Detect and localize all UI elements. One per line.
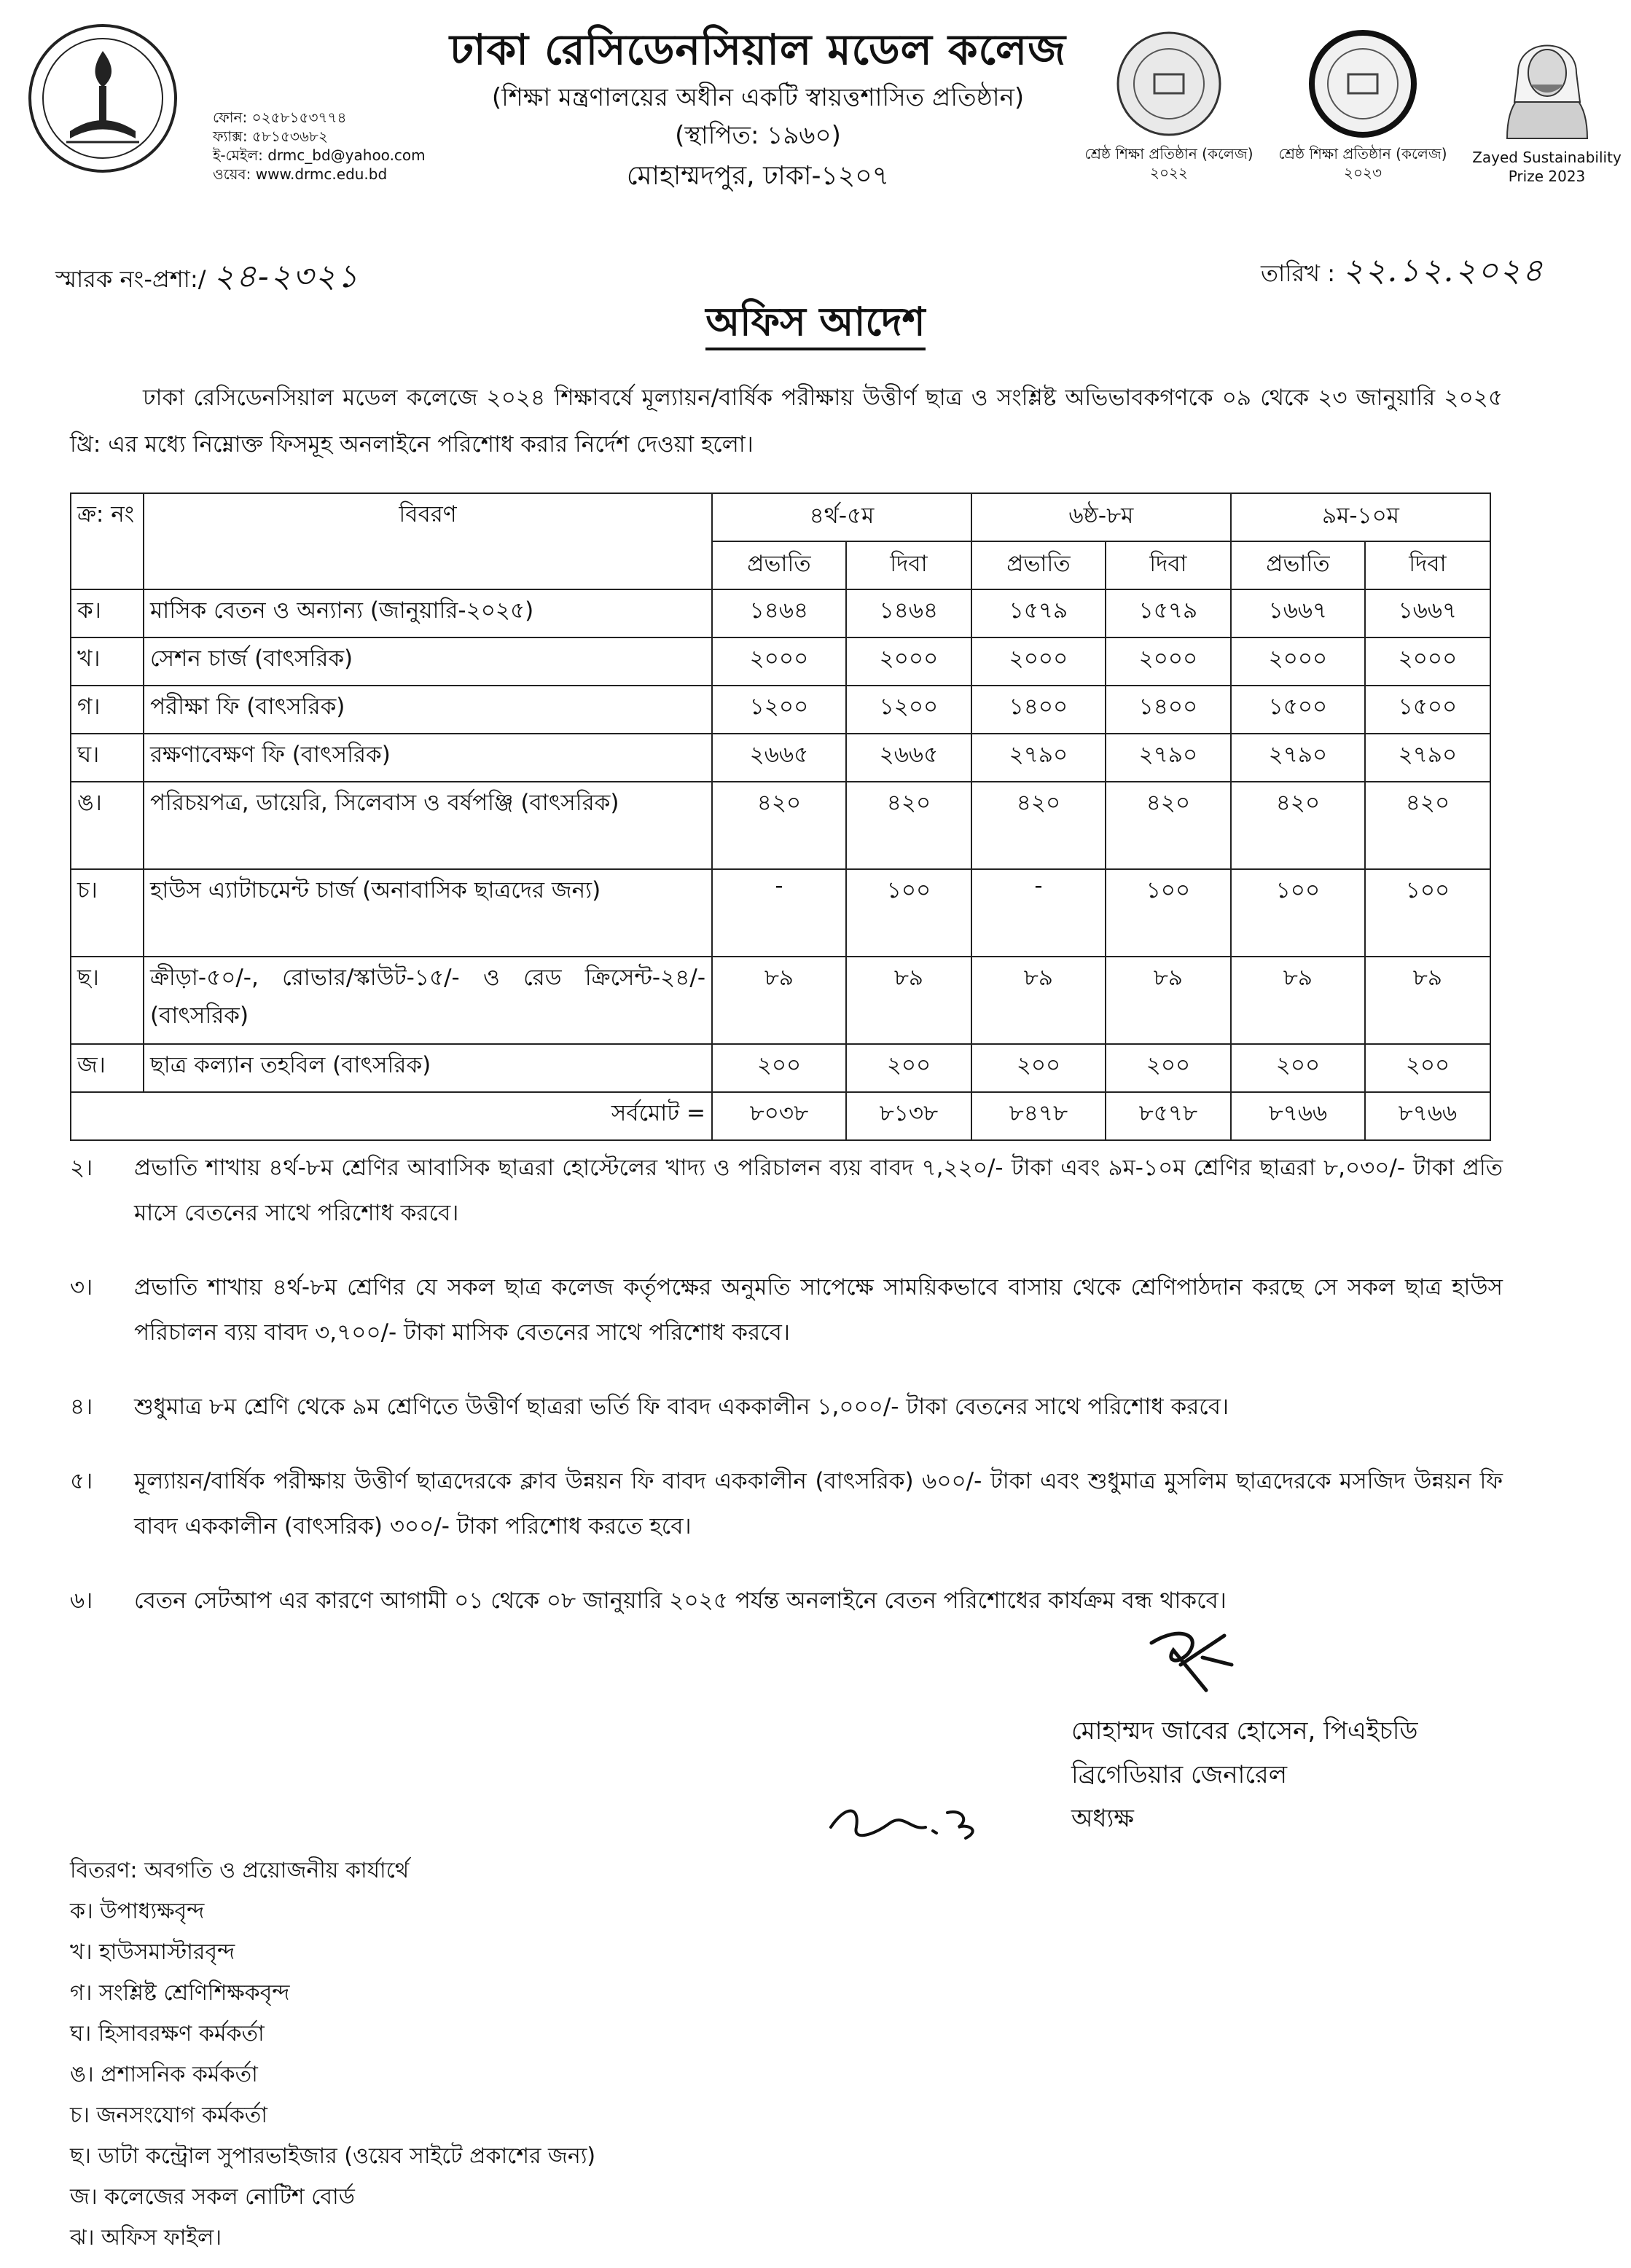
total-cell: ৮৭৬৬ [1365, 1092, 1490, 1140]
fee-cell: ১০০ [1106, 869, 1231, 957]
instruction-number: ৩। [70, 1274, 93, 1300]
group-header: ৪র্থ-৫ম [712, 493, 971, 541]
fee-cell: ২০০ [712, 1044, 846, 1092]
serial-header: ক্র: নং [71, 493, 144, 589]
signatory-name: মোহাম্মদ জাবের হোসেন, পিএইচডি [1071, 1716, 1418, 1746]
college-crest-logo [26, 22, 179, 175]
fee-cell: ২০০০ [1106, 637, 1231, 686]
row-serial: খ। [71, 637, 144, 686]
row-serial: ছ। [71, 957, 144, 1044]
distribution-heading: বিতরণ: অবগতি ও প্রয়োজনীয় কার্যার্থে [70, 1858, 410, 1883]
award-caption: Zayed Sustainability [1472, 149, 1622, 166]
college-established: (স্থাপিত: ১৯৬০) [675, 121, 841, 150]
fee-cell: ১০০ [846, 869, 971, 957]
fee-table [70, 493, 1491, 1141]
instruction-text: মূল্যায়ন/বার্ষিক পরীক্ষায় উত্তীর্ণ ছাত্রদেরকে ক্লাব উন্নয়ন ফি বাবদ এককালীন (বাৎসরিক) ৬০০/- টাকা এবং শুধুমাত্র মুসলিম ছাত্রদেরকে মসজিদ উন্নয়ন ফি বাবদ এককালীন (বাৎসরিক) ৩০০/- টাকা পরিশোধ করতে হবে। [134, 1468, 1503, 1539]
total-cell: ৮৭৬৬ [1231, 1092, 1365, 1140]
fee-cell: ২০০০ [971, 637, 1106, 686]
award-seal-icon [1114, 29, 1224, 138]
shift-header: দিবা [1365, 541, 1490, 589]
fee-cell: ৮৯ [846, 957, 971, 1044]
fee-cell: ৪২০ [846, 782, 971, 869]
instruction-text: শুধুমাত্র ৮ম শ্রেণি থেকে ৯ম শ্রেণিতে উত্তীর্ণ ছাত্ররা ভর্তি ফি বাবদ এককালীন ১,০০০/- টাকা বেতনের সাথে পরিশোধ করবে। [134, 1394, 1229, 1420]
intro-paragraph: ঢাকা রেসিডেনসিয়াল মডেল কলেজে ২০২৪ শিক্ষাবর্ষে মূল্যায়ন/বার্ষিক পরীক্ষায় উত্তীর্ণ ছাত্র ও সংশ্লিষ্ট অভিভাবকগণকে ০৯ থেকে ২৩ জানুয়ারি ২০২৫ খ্রি: এর মধ্যে নিম্নোক্ত ফিসমূহ অনলাইনে পরিশোধ করার নির্দেশ দেওয়া হলো। [70, 385, 1503, 458]
instruction-item [70, 1265, 1503, 1355]
initial-mark [824, 1791, 1006, 1849]
fee-cell: ১২০০ [712, 686, 846, 734]
fee-cell: ৮৯ [712, 957, 846, 1044]
fee-cell: ২০০ [1106, 1044, 1231, 1092]
table-row [71, 869, 1490, 957]
fee-cell: ২০০০ [1365, 637, 1490, 686]
table-row [71, 734, 1490, 782]
fee-cell: ১৪০০ [971, 686, 1106, 734]
row-description: ক্রীড়া-৫০/-, রোভার/স্কাউট-১৫/- ও রেড ক্রিসেন্ট-২৪/- (বাৎসরিক) [144, 957, 712, 1044]
row-serial: চ। [71, 869, 144, 957]
fee-cell: ২০০ [971, 1044, 1106, 1092]
memo-handwritten-number: ২৪-২৩২১ [213, 258, 360, 295]
signatory-block [1071, 1709, 1418, 1840]
fee-cell: ২৬৬৫ [846, 734, 971, 782]
instruction-number: ৫। [70, 1468, 93, 1494]
fee-cell: ২০০০ [712, 637, 846, 686]
fee-cell: ১৬৬৭ [1231, 589, 1365, 637]
row-description: পরিচয়পত্র, ডায়েরি, সিলেবাস ও বর্ষপঞ্জি (বাৎসরিক) [144, 782, 712, 869]
row-description: রক্ষণাবেক্ষণ ফি (বাৎসরিক) [144, 734, 712, 782]
table-row [71, 957, 1490, 1044]
row-serial: ঘ। [71, 734, 144, 782]
table-row [71, 782, 1490, 869]
group-header: ৬ষ্ঠ-৮ম [971, 493, 1231, 541]
fee-cell: ১৪৬৪ [712, 589, 846, 637]
description-header: বিবরণ [144, 493, 712, 589]
shift-header: প্রভাতি [712, 541, 846, 589]
shift-header: দিবা [1106, 541, 1231, 589]
award-2022 [1074, 29, 1264, 182]
fee-cell: ২৭৯০ [1365, 734, 1490, 782]
fee-cell: ২০০০ [1231, 637, 1365, 686]
signature-mark [1137, 1621, 1246, 1701]
signatory-title: অধ্যক্ষ [1071, 1804, 1134, 1833]
fee-cell: ২৬৬৫ [712, 734, 846, 782]
distribution-item: ক। উপাধ্যক্ষবৃন্দ [70, 1899, 205, 1924]
fee-cell: - [712, 869, 846, 957]
fee-cell: ৪২০ [1231, 782, 1365, 869]
table-row [71, 686, 1490, 734]
college-name: ঢাকা রেসিডেনসিয়াল মডেল কলেজ [449, 25, 1067, 74]
row-serial: জ। [71, 1044, 144, 1092]
award-caption: শ্রেষ্ঠ শিক্ষা প্রতিষ্ঠান (কলেজ) [1084, 145, 1253, 162]
fee-cell: ৮৯ [1365, 957, 1490, 1044]
fee-cell: ১৫৭৯ [971, 589, 1106, 637]
document-title: অফিস আদেশ [0, 291, 1631, 357]
fee-cell: ২৭৯০ [971, 734, 1106, 782]
instruction-number: ৪। [70, 1394, 93, 1420]
row-description: ছাত্র কল্যান তহবিল (বাৎসরিক) [144, 1044, 712, 1092]
fee-cell: ২০০০ [846, 637, 971, 686]
fee-cell: ১৫০০ [1231, 686, 1365, 734]
total-cell: ৮০৩৮ [712, 1092, 846, 1140]
distribution-item: খ। হাউসমাস্টারবৃন্দ [70, 1939, 235, 1965]
fee-cell: ১৪৬৪ [846, 589, 971, 637]
phone-text: ফোন: ০২৫৮১৫৩৭৭৪ [213, 109, 347, 126]
fee-cell: ১৫০০ [1365, 686, 1490, 734]
instruction-list [70, 1145, 1503, 1652]
award-year: ২০২২ [1149, 164, 1189, 181]
total-cell: ৮১৩৮ [846, 1092, 971, 1140]
fee-cell: ২৭৯০ [1106, 734, 1231, 782]
distribution-item: ছ। ডাটা কন্ট্রোল সুপারভাইজার (ওয়েব সাইটে প্রকাশের জন্য) [70, 2143, 596, 2169]
instruction-number: ৬। [70, 1588, 93, 1614]
table-row [71, 637, 1490, 686]
group-header: ৯ম-১০ম [1231, 493, 1490, 541]
fee-cell: ১০০ [1231, 869, 1365, 957]
fee-cell: ৮৯ [1106, 957, 1231, 1044]
total-cell: ৮৪৭৮ [971, 1092, 1106, 1140]
college-address: মোহাম্মদপুর, ঢাকা-১২০৭ [626, 161, 890, 191]
shift-header: প্রভাতি [971, 541, 1106, 589]
fee-cell: ২৭৯০ [1231, 734, 1365, 782]
instruction-item [70, 1578, 1503, 1623]
instruction-item [70, 1145, 1503, 1236]
fee-cell: ৪২০ [712, 782, 846, 869]
row-serial: ঙ। [71, 782, 144, 869]
fee-cell: ১০০ [1365, 869, 1490, 957]
row-description: হাউস এ্যাটাচমেন্ট চার্জ (অনাবাসিক ছাত্রদের জন্য) [144, 869, 712, 957]
date-handwritten-value: ২২.১২.২০২৪ [1342, 252, 1544, 289]
fee-cell: ১২০০ [846, 686, 971, 734]
instruction-item [70, 1384, 1503, 1429]
date-label: তারিখ : [1261, 259, 1336, 287]
row-description: পরীক্ষা ফি (বাৎসরিক) [144, 686, 712, 734]
distribution-item: গ। সংশ্লিষ্ট শ্রেণিশিক্ষকবৃন্দ [70, 1980, 290, 2006]
shift-header: প্রভাতি [1231, 541, 1365, 589]
row-serial: গ। [71, 686, 144, 734]
table-row [71, 1044, 1490, 1092]
fee-cell: ২০০ [1365, 1044, 1490, 1092]
email-text: ই-মেইল: drmc_bd@yahoo.com [213, 146, 426, 164]
total-label: সর্বমোট = [71, 1092, 712, 1140]
distribution-item: ঙ। প্রশাসনিক কর্মকর্তা [70, 2062, 258, 2087]
instruction-number: ২। [70, 1155, 93, 1181]
fee-cell: ১৬৬৭ [1365, 589, 1490, 637]
website-text: ওয়েব: www.drmc.edu.bd [213, 165, 388, 183]
total-cell: ৮৫৭৮ [1106, 1092, 1231, 1140]
row-description: মাসিক বেতন ও অন্যান্য (জানুয়ারি-২০২৫) [144, 589, 712, 637]
fee-cell: ১৫৭৯ [1106, 589, 1231, 637]
award-2023 [1268, 29, 1458, 182]
fee-cell: - [971, 869, 1106, 957]
table-row [71, 589, 1490, 637]
distribution-item: ঝ। অফিস ফাইল। [70, 2225, 222, 2251]
award-zayed [1465, 22, 1629, 186]
fee-cell: ৪২০ [1365, 782, 1490, 869]
instruction-text: প্রভাতি শাখায় ৪র্থ-৮ম শ্রেণির আবাসিক ছাত্ররা হোস্টেলের খাদ্য ও পরিচালন ব্যয় বাবদ ৭,২২০/- টাকা এবং ৯ম-১০ম শ্রেণির ছাত্ররা ৮,০৩০/- টাকা প্রতি মাসে বেতনের সাথে পরিশোধ করবে। [134, 1155, 1503, 1226]
distribution-item: চ। জনসংযোগ কর্মকর্তা [70, 2103, 268, 2128]
row-serial: ক। [71, 589, 144, 637]
distribution-item: জ। কলেজের সকল নোটিশ বোর্ড [70, 2184, 355, 2210]
distribution-block [70, 1851, 595, 2259]
shift-header: দিবা [846, 541, 971, 589]
fee-cell: ২০০ [846, 1044, 971, 1092]
award-seal-icon [1308, 29, 1417, 138]
fee-cell: ২০০ [1231, 1044, 1365, 1092]
award-caption: শ্রেষ্ঠ শিক্ষা প্রতিষ্ঠান (কলেজ) [1278, 145, 1447, 162]
row-description: সেশন চার্জ (বাৎসরিক) [144, 637, 712, 686]
fee-cell: ৪২০ [1106, 782, 1231, 869]
fee-cell: ৮৯ [971, 957, 1106, 1044]
table-header-row [71, 493, 1490, 541]
award-year: ২০২৩ [1343, 164, 1382, 181]
total-row [71, 1092, 1490, 1140]
memo-label: স্মারক নং-প্রশা:/ [55, 265, 206, 293]
fee-cell: ৪২০ [971, 782, 1106, 869]
instruction-text: প্রভাতি শাখায় ৪র্থ-৮ম শ্রেণির যে সকল ছাত্র কলেজ কর্তৃপক্ষের অনুমতি সাপেক্ষে সাময়িকভাবে বাসায় থেকে শ্রেণিপাঠদান করছে সে সকল ছাত্র হাউস পরিচালন ব্যয় বাবদ ৩,৭০০/- টাকা মাসিক বেতনের সাথে পরিশোধ করবে। [134, 1274, 1503, 1346]
fee-cell: ৮৯ [1231, 957, 1365, 1044]
award-year: Prize 2023 [1508, 168, 1586, 185]
fee-cell: ১৪০০ [1106, 686, 1231, 734]
college-subtitle: (শিক্ষা মন্ত্রণালয়ের অধীন একটি স্বায়ত্তশাসিত প্রতিষ্ঠান) [491, 83, 1025, 112]
instruction-text: বেতন সেটআপ এর কারণে আগামী ০১ থেকে ০৮ জানুয়ারি ২০২৫ পর্যন্ত অনলাইনে বেতন পরিশোধের কার্যক্রম বন্ধ থাকবে। [134, 1588, 1227, 1614]
portrait-icon [1485, 22, 1609, 142]
distribution-item: ঘ। হিসাবরক্ষণ কর্মকর্তা [70, 2021, 265, 2047]
signatory-rank: ব্রিগেডিয়ার জেনারেল [1071, 1760, 1288, 1789]
instruction-item [70, 1459, 1503, 1549]
fax-text: ফ্যাক্স: ৫৮১৫৩৬৮২ [213, 127, 328, 145]
